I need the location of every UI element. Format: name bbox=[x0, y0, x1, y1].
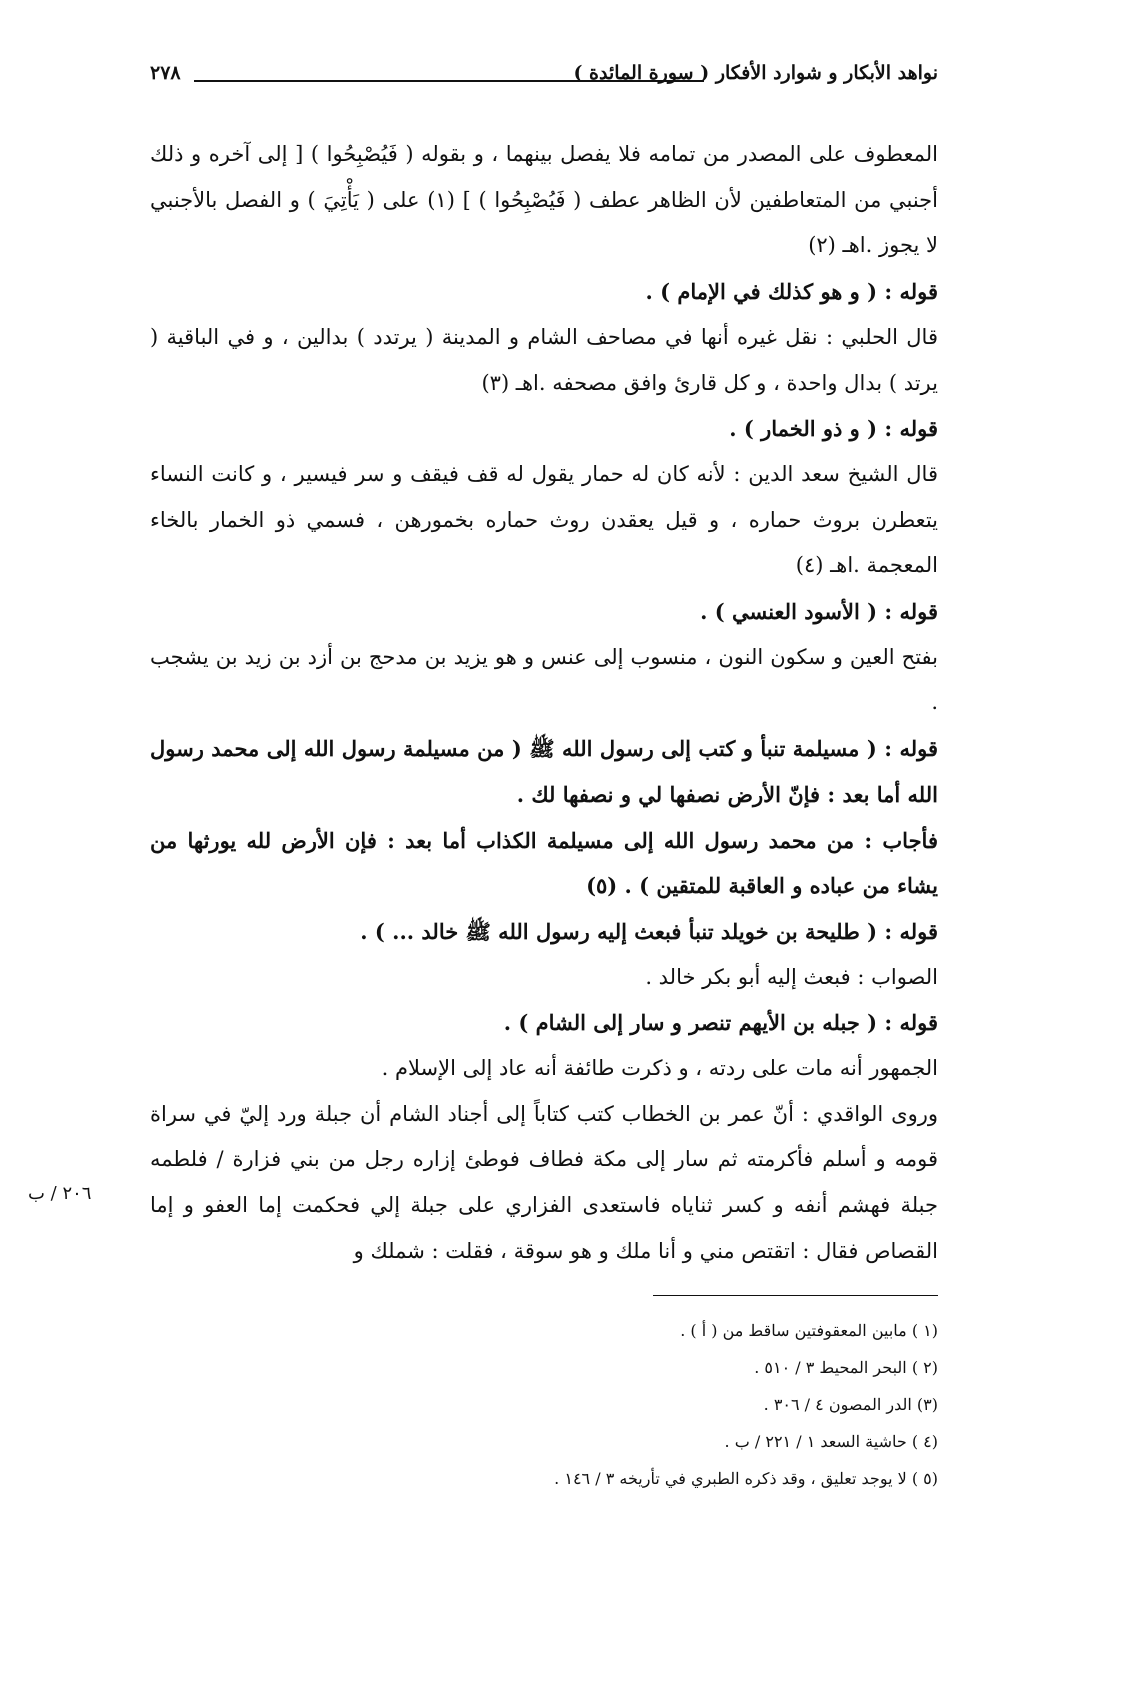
paragraph: الجمهور أنه مات على ردته ، و ذكرت طائفة أنه عاد إلى الإسلام . bbox=[381, 1056, 938, 1081]
paragraph: المعطوف على المصدر من تمامه فلا يفصل بينهما ، و بقوله ( فَيُصْبِحُوا ) [ إلى آخره و ذلك أجنبي من المتعاطفين لأن الظاهر عطف ( فَيُصْبِحُوا ) ] (١) على ( يَأْتِيَ ) و الفصل بالأجنبي لا يجوز .اهـ (٢) bbox=[150, 142, 938, 258]
footnote-rule bbox=[653, 1295, 938, 1296]
footnotes bbox=[400, 1312, 938, 1497]
header-rule bbox=[194, 80, 704, 82]
footnote: (١ ) مابين المعقوفتين ساقط من ( أ ) . bbox=[680, 1321, 938, 1340]
footnote: (٣) الدر المصون ٤ / ٣٠٦ . bbox=[763, 1395, 938, 1414]
quote-heading: قوله : ( مسيلمة تنبأ و كتب إلى رسول الله ﷺ ( من مسيلمة رسول الله إلى محمد رسول الله أما بعد : فإنّ الأرض نصفها لي و نصفها لك . bbox=[150, 736, 938, 807]
quote-heading: قوله : ( و هو كذلك في الإمام ) . bbox=[645, 279, 938, 305]
quote-heading: فأجاب : من محمد رسول الله إلى مسيلمة الكذاب أما بعد : فإن الأرض لله يورثها من يشاء من عباده و العاقبة للمتقين ) . (٥) bbox=[150, 827, 938, 899]
quote-heading: قوله : ( و ذو الخمار ) . bbox=[729, 416, 938, 442]
paragraph: الصواب : فبعث إليه أبو بكر خالد . bbox=[645, 964, 938, 989]
page-header bbox=[150, 62, 938, 96]
paragraph: بفتح العين و سكون النون ، منسوب إلى عنس و هو يزيد بن مدحج بن أزد بن زيد بن يشجب . bbox=[150, 644, 938, 715]
paragraph: قال الحلبي : نقل غيره أنها في مصاحف الشام و المدينة ( يرتدد ) بدالين ، و في الباقية ( يرتد ) بدال واحدة ، و كل قارئ وافق مصحفه .اهـ (٣) bbox=[150, 324, 938, 395]
main-text bbox=[150, 132, 938, 1275]
footnote: (٤ ) حاشية السعد ١ / ٢٢١ / ب . bbox=[724, 1432, 938, 1451]
footnote: (٥ ) لا يوجد تعليق ، وقد ذكره الطبري في تأريخه ٣ / ١٤٦ . bbox=[554, 1469, 938, 1488]
paragraph: وروى الواقدي : أنّ عمر بن الخطاب كتب كتاباً إلى أجناد الشام أن جبلة ورد إليّ في سراة قومه و أسلم فأكرمته ثم سار إلى مكة فطاف فوطئ إزاره رجل من بني فزارة / فلطمه جبلة فهشم أنفه و كسر ثناياه فاستعدى الفزاري على جبلة إلي فحكمت إما العفو و إما القصاص فقال : اتقتص مني و أنا ملك و هو سوقة ، فقلت : شملك و bbox=[150, 1101, 938, 1263]
paragraph: قال الشيخ سعد الدين : لأنه كان له حمار يقول له قف فيقف و سر فيسير ، و كانت النساء يتعطرن بروث حماره ، و قيل يعقدن روث حماره بخمورهن ، فسمي ذو الخمار بالخاء المعجمة .اهـ (٤) bbox=[150, 461, 938, 578]
footnote: (٢ ) البحر المحيط ٣ / ٥١٠ . bbox=[754, 1358, 938, 1377]
page-number: ٢٧٨ bbox=[150, 62, 181, 84]
quote-heading: قوله : ( جبله بن الأيهم تنصر و سار إلى الشام ) . bbox=[503, 1010, 938, 1036]
running-title: نواهد الأبكار و شوارد الأفكار ( سورة المائدة ) bbox=[573, 62, 938, 84]
quote-heading: قوله : ( طليحة بن خويلد تنبأ فبعث إليه رسول الله ﷺ خالد ... ) . bbox=[360, 918, 938, 944]
margin-folio-note: ٢٠٦ / ب bbox=[28, 1183, 92, 1204]
quote-heading: قوله : ( الأسود العنسي ) . bbox=[700, 599, 938, 625]
